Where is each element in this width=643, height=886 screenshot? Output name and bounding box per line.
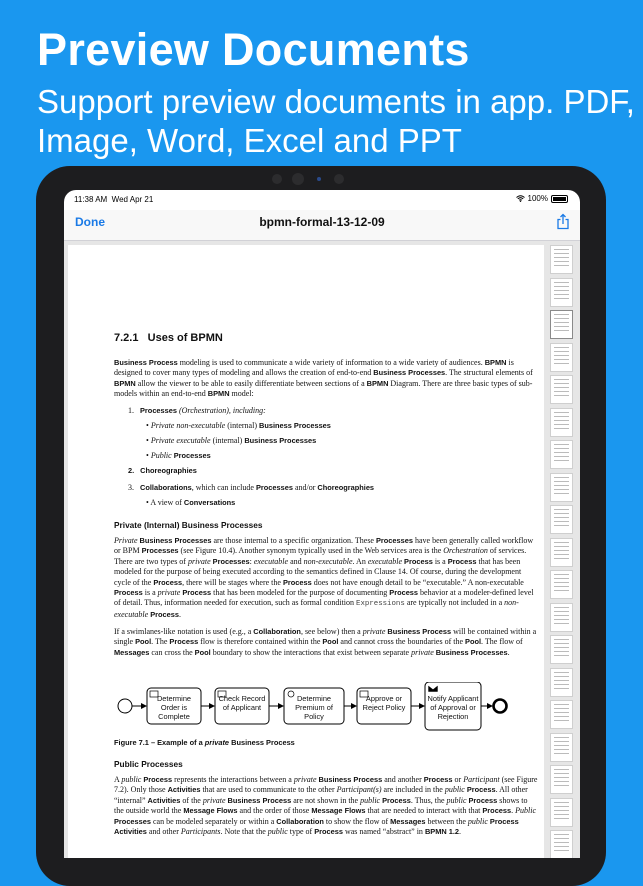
- page-thumbnail[interactable]: [550, 798, 573, 827]
- status-time: 11:38 AM Wed Apr 21: [74, 195, 154, 204]
- page-thumbnails[interactable]: [549, 241, 574, 858]
- list-item: • A view of Conversations: [146, 498, 236, 507]
- list-item: 2. Choreographies: [128, 466, 197, 475]
- public-heading: Public Processes: [114, 759, 183, 769]
- page-thumbnail[interactable]: [550, 375, 573, 404]
- status-bar: [64, 190, 580, 210]
- figure-caption: Figure 7.1 – Example of a private Business Process: [114, 738, 295, 747]
- sensor-icon: [272, 174, 282, 184]
- page-thumbnail[interactable]: [550, 408, 573, 437]
- page-thumbnail[interactable]: [550, 830, 573, 858]
- page-thumbnail[interactable]: [550, 310, 573, 339]
- page-thumbnail[interactable]: [550, 538, 573, 567]
- page-thumbnail[interactable]: [550, 570, 573, 599]
- private-heading: Private (Internal) Business Processes: [114, 520, 263, 530]
- page-thumbnail[interactable]: [550, 668, 573, 697]
- start-event-icon: [118, 699, 132, 713]
- private-paragraph: Private Business Processes are those internal to a specific organization. These Processes have been generally called workflow or BPM Processes (see Figure 10.4). Another synonym typically used in the Web services area is the Orchestration of services. There are two types of private Processes: executable and non-executable. An executable Process is a Process that has been modeled for the purpose of being executed according to the semantics defined in Clause 14. Of course, during the development cycle of the Process, there will be stages where the Process does not have enough detail to be “executable.” A non-executable Process is a private Process that has been modeled for the purpose of documenting Process behavior at a modeler-defined level of detail. Thus, information needed for execution, such as formal condition Expressions are typically not included in a non-executable Process.: [114, 536, 534, 619]
- page-thumbnail[interactable]: [550, 733, 573, 762]
- swimlane-paragraph: If a swimlanes-like notation is used (e.g., a Collaboration, see below) then a private Business Process will be contained within a single Pool. The Process flow is therefore contained within the Pool and cannot cross the boundaries of the Pool. The flow of Messages can cross the Pool boundary to show the interactions that exist between separate private Business Processes.: [114, 627, 537, 657]
- app-screen: [64, 190, 580, 858]
- end-event-icon: [494, 700, 507, 713]
- task-label: Notify Applicant of Approval or Rejection: [427, 694, 479, 721]
- sensor-icon: [334, 174, 344, 184]
- wifi-icon: [516, 195, 525, 202]
- list-item: 3. Collaborations, which can include Processes and/or Choreographies: [128, 483, 375, 492]
- document-title: bpmn-formal-13-12-09: [259, 215, 385, 229]
- page-thumbnail[interactable]: [550, 635, 573, 664]
- done-button[interactable]: Done: [75, 215, 105, 229]
- public-paragraph: A public Process represents the interactions between a private Business Process and another Process or Participant (see Figure 7.2). Only those Activities that are used to communicate to the other Participant(s) are included in the public Process. All other “internal” Activities of the private Business Process are not shown in the public Process. Thus, the public Process shows to the outside world the Message Flows and the order of those Message Flows that are needed to interact with that Process. Public Processes can be modeled separately or within a Collaboration to show the flow of Messages between the public Process Activities and other Participants. Note that the public type of Process was named “abstract” in BPMN 1.2.: [114, 775, 538, 837]
- intro-paragraph: Business Process modeling is used to communicate a wide variety of information to a wide variety of audiences. BPMN is designed to cover many types of modeling and allows the creation of end-to-end Business Processes. The structural elements of BPMN allow the viewer to be able to easily differentiate between sections of a BPMN Diagram. There are three basic types of sub-models within an end-to-end BPMN model:: [114, 358, 533, 399]
- list-item: • Private non-executable (internal) Business Processes: [146, 421, 331, 430]
- promo-subline: Support preview documents in app. PDF, Image, Word, Excel and PPT: [37, 83, 635, 159]
- pdf-page: [68, 245, 544, 858]
- page-thumbnail[interactable]: [550, 343, 573, 372]
- camera-indicator-icon: [317, 177, 321, 181]
- list-item: 1. Processes (Orchestration), including:: [128, 406, 266, 415]
- task-label: Determine Order is Complete: [156, 694, 192, 721]
- page-thumbnail[interactable]: [550, 278, 573, 307]
- status-right: [516, 194, 568, 203]
- list-item: • Public Processes: [146, 451, 211, 460]
- page-thumbnail[interactable]: [550, 245, 573, 274]
- camera-icon: [292, 173, 304, 185]
- promo-headline: Preview Documents: [37, 24, 470, 75]
- page-thumbnail[interactable]: [550, 603, 573, 632]
- page-thumbnail[interactable]: [550, 700, 573, 729]
- task-label: Check Record of Applicant: [218, 694, 266, 712]
- navigation-bar: [64, 210, 580, 241]
- section-heading: 7.2.1 Uses of BPMN: [114, 332, 223, 344]
- page-thumbnail[interactable]: [550, 473, 573, 502]
- page-thumbnail[interactable]: [550, 505, 573, 534]
- battery-percent: 100%: [527, 194, 548, 203]
- task-label: Approve or Reject Policy: [362, 694, 406, 712]
- page-thumbnail[interactable]: [550, 765, 573, 794]
- share-button[interactable]: [556, 213, 570, 235]
- list-item: • Private executable (internal) Business Processes: [146, 436, 317, 445]
- task-label: Determine Premium of Policy: [295, 694, 333, 721]
- battery-icon: [551, 195, 568, 203]
- page-thumbnail[interactable]: [550, 440, 573, 469]
- document-viewer[interactable]: [64, 241, 580, 858]
- share-icon: [556, 213, 570, 230]
